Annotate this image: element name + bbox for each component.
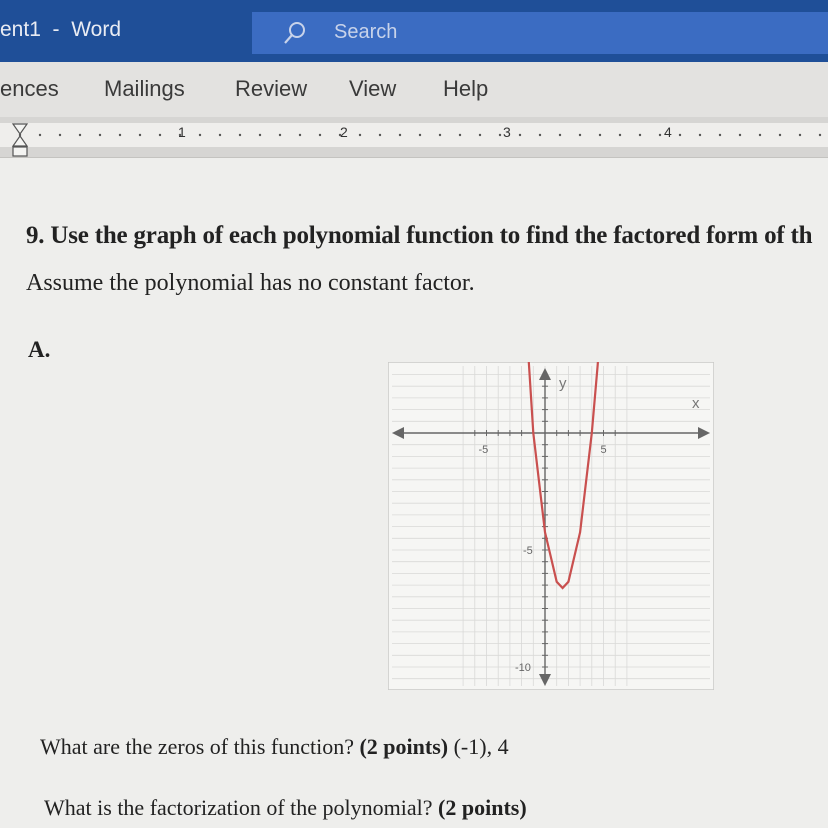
- ruler-tick: [459, 134, 461, 136]
- ruler-tick: [679, 134, 681, 136]
- factor-question-text: What is the factorization of the polynomial?: [44, 795, 439, 820]
- ruler-tick: [359, 134, 361, 136]
- ruler-tick: [479, 134, 481, 136]
- ruler-tick: [99, 134, 101, 136]
- tab-review[interactable]: Review: [235, 76, 308, 101]
- tab-references[interactable]: ences: [0, 76, 59, 101]
- zeros-question: [40, 734, 509, 760]
- ruler-strip: [0, 123, 828, 147]
- ruler-tick: [319, 134, 321, 136]
- ruler-tick: [239, 134, 241, 136]
- window-title: ent1 - Word: [0, 18, 121, 41]
- ruler-tick: [439, 134, 441, 136]
- ruler-tick: [39, 134, 41, 136]
- tab-mailings[interactable]: Mailings: [104, 76, 185, 101]
- instruction-text: Assume the polynomial has no constant factor.: [26, 270, 475, 296]
- ruler-tick: [779, 134, 781, 136]
- zeros-question-text: What are the zeros of this function?: [40, 734, 360, 759]
- indent-marker-icon[interactable]: [10, 122, 30, 158]
- ruler-tick: [379, 134, 381, 136]
- ruler-number-4: 4: [664, 124, 672, 140]
- title-bar: [0, 0, 828, 62]
- zeros-answer[interactable]: (-1), 4: [448, 734, 509, 759]
- factor-points: (2 points): [438, 795, 527, 820]
- ruler-tick: [799, 134, 801, 136]
- horizontal-ruler[interactable]: [0, 117, 828, 158]
- ruler-tick: [199, 134, 201, 136]
- y-tick-label-neg5: -5: [523, 545, 533, 557]
- ruler-tick: [259, 134, 261, 136]
- ruler-number-1: 1: [178, 124, 186, 140]
- ruler-tick: [539, 134, 541, 136]
- x-tick-label-5: 5: [600, 444, 607, 456]
- ribbon-tab-bar: [0, 62, 828, 117]
- ruler-tick: [559, 134, 561, 136]
- ruler-tick: [639, 134, 641, 136]
- graph-frame: [388, 362, 714, 690]
- y-axis-label: y: [559, 375, 567, 392]
- polynomial-graph: [388, 362, 714, 690]
- ruler-tick: [499, 134, 501, 136]
- ruler-tick: [759, 134, 761, 136]
- ruler-number-2: 2: [340, 124, 348, 140]
- ruler-tick: [219, 134, 221, 136]
- ruler-tick: [159, 134, 161, 136]
- x-tick-label-neg5: -5: [478, 444, 489, 456]
- ruler-tick: [619, 134, 621, 136]
- ruler-tick: [519, 134, 521, 136]
- ruler-tick: [579, 134, 581, 136]
- ruler-tick: [279, 134, 281, 136]
- ruler-tick: [419, 134, 421, 136]
- ruler-number-3: 3: [503, 124, 511, 140]
- search-input[interactable]: Search: [334, 21, 398, 43]
- ruler-tick: [399, 134, 401, 136]
- tab-view[interactable]: View: [349, 76, 397, 101]
- ruler-ticks: [0, 123, 828, 147]
- ruler-tick: [79, 134, 81, 136]
- ruler-tick: [139, 134, 141, 136]
- ruler-tick: [699, 134, 701, 136]
- factor-question: [44, 795, 527, 821]
- ruler-tick: [819, 134, 821, 136]
- question-text: 9. Use the graph of each polynomial function to find the factored form of th: [26, 222, 813, 249]
- zeros-points: (2 points): [359, 734, 449, 759]
- search-box[interactable]: [252, 12, 828, 54]
- ruler-tick: [739, 134, 741, 136]
- part-label: A.: [28, 337, 51, 362]
- x-axis-label: x: [692, 395, 700, 412]
- ruler-tick: [119, 134, 121, 136]
- ruler-tick: [59, 134, 61, 136]
- y-tick-label-neg10: -10: [515, 662, 531, 674]
- search-icon: [282, 20, 308, 46]
- tab-help[interactable]: Help: [443, 76, 489, 101]
- ruler-tick: [299, 134, 301, 136]
- ruler-tick: [719, 134, 721, 136]
- ruler-tick: [599, 134, 601, 136]
- ruler-tick: [659, 134, 661, 136]
